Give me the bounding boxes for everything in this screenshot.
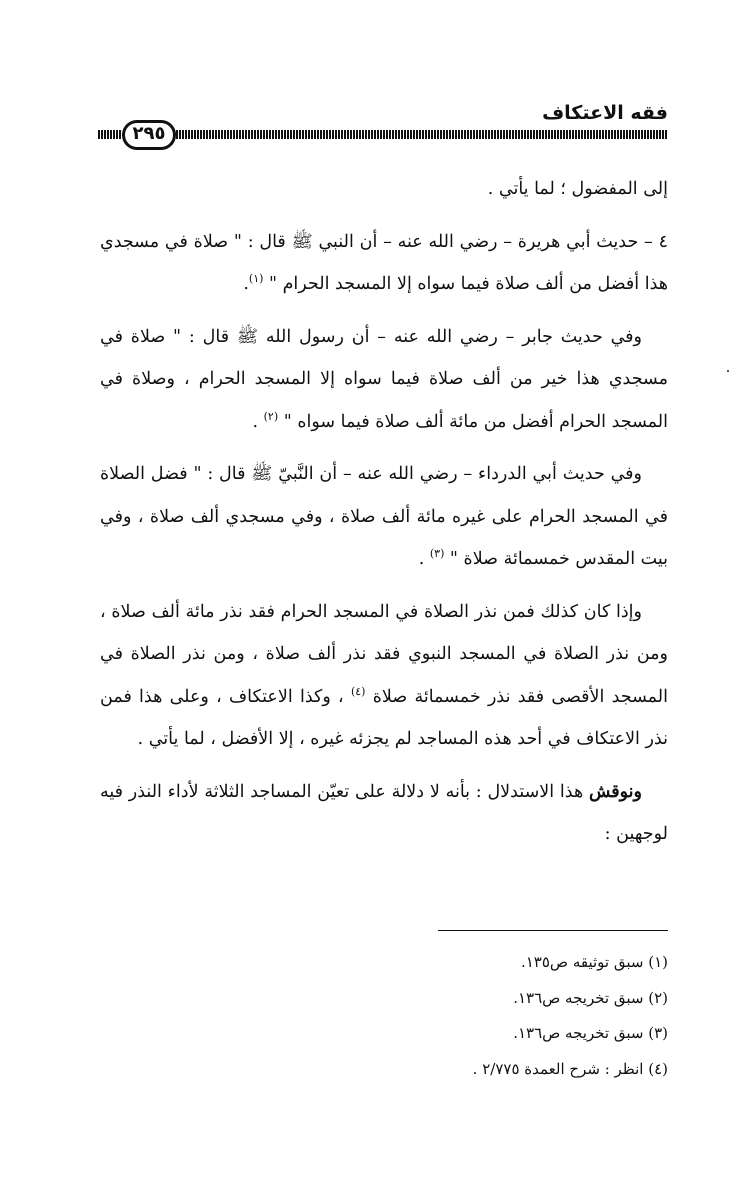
footnote-1: (١) سبق توثيقه ص١٣٥. [520, 953, 668, 971]
page-header [98, 100, 668, 150]
paragraph-text: هذا الاستدلال : بأنه لا دلالة على تعيّن المساجد الثلاثة لأداء النذر فيه لوجهين : [100, 781, 668, 844]
paragraph-end: . [243, 274, 249, 294]
text-line: إلى المفضول ؛ لما يأتي . [487, 179, 668, 199]
paragraph-hadith-abu-darda [100, 453, 668, 581]
header-rule-end [98, 130, 122, 139]
header-rule [176, 130, 668, 139]
footnote-2: (٢) سبق تخريجه ص١٣٦. [513, 988, 668, 1007]
paragraph-text: وفي حديث جابر – رضي الله عنه – أن رسول الله ﷺ قال : " صلاة في مسجدي هذا خير من ألف صلاة فيما سواه إلا المسجد الحرام ، وصلاة في المسجد الحرام أفضل من مائة ألف صلاة فيما سواه " [100, 326, 668, 432]
page-number: ٢٩٥ [122, 120, 176, 150]
footnote-ref: (١) [248, 272, 264, 286]
paragraph-text-cont: ، وكذا الاعتكاف ، وعلى هذا فمن نذر الاعتكاف في أحد هذه المساجد لم يجزئه غيره ، إلا الأفضل ، لما يأتي . [100, 686, 668, 749]
footnote-ref: (٢) [263, 409, 279, 423]
paragraph-end: . [418, 549, 430, 569]
paragraph-text: وإذا كان كذلك فمن نذر الصلاة في المسجد الحرام فقد نذر مائة ألف صلاة ، ومن نذر الصلاة في المسجد النبوي فقد نذر ألف صلاة ، ومن نذر الصلاة في المسجد الأقصى فقد نذر خمسمائة صلاة [100, 601, 668, 707]
paragraph-text: ٤ – حديث أبي هريرة – رضي الله عنه – أن النبي ﷺ قال : " صلاة في مسجدي هذا أفضل من ألف صلاة فيما سواه إلا المسجد الحرام " [100, 231, 668, 294]
running-title: فقه الاعتكاف [542, 102, 668, 124]
scan-speck [727, 370, 729, 372]
paragraph-conclusion [100, 591, 668, 761]
footnote-ref: (٣) [429, 547, 445, 561]
continued-line [100, 168, 668, 211]
main-text [100, 168, 668, 856]
bold-term: ونوقش [588, 781, 642, 802]
footnote-3: (٣) سبق تخريجه ص١٣٦. [513, 1024, 668, 1042]
paragraph-hadith-abu-hurayra [100, 221, 668, 306]
paragraph-end: . [252, 411, 264, 432]
footnotes [200, 945, 668, 1087]
paragraph-discussion [100, 771, 668, 856]
footnote-4: (٤) انظر : شرح العمدة ٢/٧٧٥ . [472, 1059, 668, 1078]
footnote-ref: (٤) [350, 684, 366, 698]
paragraph-text: وفي حديث أبي الدرداء – رضي الله عنه – أن النَّبيّ ﷺ قال : " فضل الصلاة في المسجد الحرام على غيره مائة ألف صلاة ، وفي مسجدي ألف صلاة ، وفي بيت المقدس خمسمائة صلاة " [100, 464, 668, 569]
paragraph-hadith-jabir [100, 316, 668, 444]
footnote-separator [438, 930, 668, 931]
